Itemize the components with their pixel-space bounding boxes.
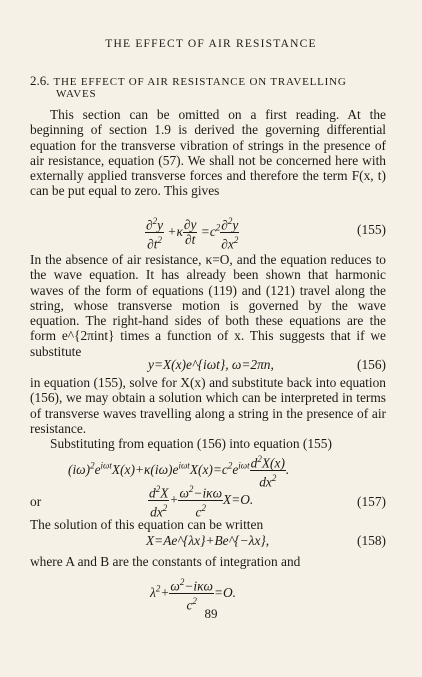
equation-158: X=Ae^{λx}+Be^{−λx},: [146, 533, 270, 548]
paragraph-solve: [30, 375, 386, 436]
paragraph-substituting: [30, 436, 386, 451]
section-number: 2.6.: [30, 73, 50, 88]
section-title-line2: WAVES: [56, 88, 97, 100]
section-title-line1: THE EFFECT OF AIR RESISTANCE ON TRAVELLING: [53, 76, 347, 88]
equation-lambda: $\lambda^2+$ $\frac{\omega^2-i\kappa\omega}{c^2}$ =O.: [150, 577, 237, 613]
equation-156: y=X(x)e^{iωt}, ω=2πn,: [148, 357, 274, 372]
page-number: 89: [204, 606, 218, 621]
paragraph-text: in equation (155), solve for X(x) and substitute back into equation (156), we may obtain a solution which can be interpreted in terms of transverse waves travelling along a string in the presence of air resistance.: [30, 375, 386, 436]
paragraph-intro: [30, 107, 386, 199]
or-label: or: [30, 494, 42, 509]
running-header: THE EFFECT OF AIR RESISTANCE: [105, 38, 317, 50]
equation-number-155: (155): [356, 222, 386, 237]
equation-number-158: (158): [356, 533, 386, 548]
equation-substituted: $(i\omega)^2e^{i\omega t}X(x)+\kappa(i\omega)e^{i\omega t}X(x)=c^2e^{i\omega t}$ $\frac{d^2X(x)}{dx^2}$ .: [68, 454, 290, 490]
paragraph-text: The solution of this equation can be written: [30, 517, 264, 532]
paragraph-solution: [30, 517, 386, 532]
equation-157: $\frac{d^2X}{dx^2}$ + $\frac{\omega^2-i\kappa\omega}{c^2}$ X=O.: [149, 484, 254, 520]
paragraph-text: In the absence of air resistance, κ=O, and the equation reduces to the wave equation. It has already been shown that harmonic waves of the form of equations (119) and (121) travel along the string, whose transverse motion is governed by the wave equation. The right-hand sides of both these equations are the form e^{2πint} times a function of x. This suggests that if we substitute: [30, 252, 386, 359]
section-heading: [30, 74, 347, 89]
paragraph-text: Substituting from equation (156) into equation (155): [50, 436, 332, 451]
paragraph-text: where A and B are the constants of integration and: [30, 554, 301, 569]
paragraph-text: This section can be omitted on a first reading. At the beginning of section 1.9 is derived the governing differential equation for the transverse vibration of strings in the presence of air resistance, equation (57). We shall not be concerned here with externally applied transverse forces and therefore the term F(x, t) can be put equal to zero. This gives: [30, 107, 386, 199]
equation-155: $\frac{\partial^2y}{\partial t^2}$ +κ $\frac{\partial y}{\partial t}$ $=c^2$ $\frac{\partial^2y}{\partial x^2}$: [146, 216, 239, 252]
paragraph-constants: [30, 554, 386, 569]
equation-number-157: (157): [356, 494, 386, 509]
paragraph-wave: [30, 252, 386, 359]
equation-number-156: (156): [356, 357, 386, 372]
